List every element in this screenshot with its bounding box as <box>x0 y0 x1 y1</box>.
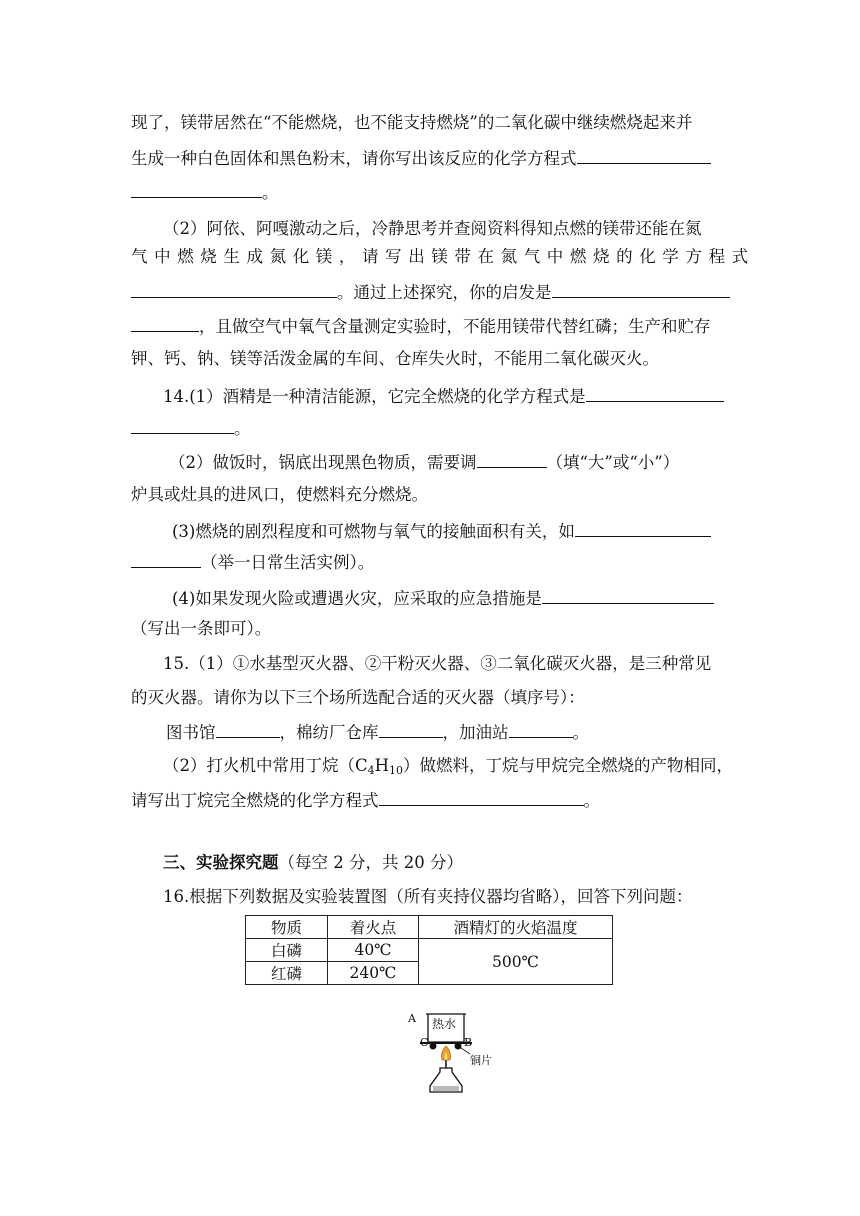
q14-line-6: （举一日常生活实例）。 <box>131 550 374 574</box>
table-header: 酒精灯的火焰温度 <box>419 916 613 939</box>
q15-line-5: 请写出丁烷完全燃烧的化学方程式 。 <box>131 788 600 812</box>
answer-blank[interactable] <box>216 720 280 738</box>
copper-label: 铜片 <box>470 1054 492 1067</box>
answer-blank[interactable] <box>131 280 337 298</box>
table-cell: 红磷 <box>246 962 328 985</box>
q13-line-2: 生成一种白色固体和黑色粉末，请你写出该反应的化学方程式 <box>131 146 711 170</box>
q14-line-8: （写出一条即可）。 <box>131 619 272 638</box>
answer-blank[interactable] <box>131 180 262 198</box>
q14-line-7: (4)如果发现火险或遭遇火灾，应采取的应急措施是 <box>172 586 714 610</box>
section-3-heading: 三、实验探究题（每空 2 分，共 20 分） <box>163 853 463 872</box>
answer-blank[interactable] <box>131 550 201 568</box>
label-b: B <box>464 1036 473 1049</box>
label-a: A <box>408 1012 416 1025</box>
q15-line-2: 的灭火器。请你为以下三个场所选配合适的灭火器（填序号）： <box>131 688 585 707</box>
answer-blank[interactable] <box>542 586 714 604</box>
white-phosphorus <box>430 1043 437 1050</box>
q15-line-4: （2）打火机中常用丁烷$(C_4H_{10})$做燃料，丁烷与甲烷完全燃烧的产物相同， <box>163 756 734 777</box>
q14-line-2: 。 <box>131 416 251 440</box>
q13-part2-line-4: ，且做空气中氧气含量测定实验时，不能用镁带代替红磷；生产和贮存 <box>131 314 711 338</box>
answer-blank[interactable] <box>586 384 724 402</box>
q15-line-3: 图书馆 ，棉纺厂仓库 ，加油站 。 <box>166 720 589 744</box>
hot-water-label: 热水 <box>432 1017 457 1031</box>
q13-part2-line-3: 。通过上述探究，你的启发是 <box>131 280 730 304</box>
q16-line-1: 16.根据下列数据及实验装置图（所有夹持仪器均省略），回答下列问题： <box>163 887 693 906</box>
table-header-row <box>246 916 613 939</box>
table-cell: 500℃ <box>419 939 613 985</box>
q13-line-1: 现了，镁带居然在“不能燃烧，也不能支持燃烧”的二氧化碳中继续燃烧起来并 <box>131 113 693 132</box>
answer-blank[interactable] <box>379 788 584 806</box>
answer-blank[interactable] <box>575 519 711 537</box>
answer-blank[interactable] <box>131 416 234 434</box>
table-row <box>246 939 613 962</box>
answer-blank[interactable] <box>509 720 573 738</box>
lamp-fuel <box>433 1086 459 1091</box>
table-header: 物质 <box>246 916 328 939</box>
data-table <box>245 915 613 985</box>
table-header: 着火点 <box>328 916 419 939</box>
q14-line-4: 炉具或灶具的进风口，使燃料充分燃烧。 <box>131 485 428 504</box>
table-cell: 240℃ <box>328 962 419 985</box>
table-cell: 白磷 <box>246 939 328 962</box>
table-cell: 40℃ <box>328 939 419 962</box>
q13-part2-line-2: 气中燃烧生成氮化镁，请写出镁带在氮气中燃烧的化学方程式 <box>131 247 755 266</box>
q14-line-3: （2）做饭时，锅底出现黑色物质，需要调 （填“大”或“小”） <box>169 450 679 474</box>
q14-line-5: (3)燃烧的剧烈程度和可燃物与氧气的接触面积有关，如 <box>172 519 711 543</box>
answer-blank[interactable] <box>379 720 443 738</box>
q13-line-3: 。 <box>131 180 279 204</box>
answer-blank[interactable] <box>131 314 199 332</box>
label-c: C <box>420 1036 429 1049</box>
answer-blank[interactable] <box>477 450 547 468</box>
answer-blank[interactable] <box>552 280 730 298</box>
q14-line-1: 14.(1）酒精是一种清洁能源，它完全燃烧的化学方程式是 <box>163 384 724 408</box>
answer-blank[interactable] <box>577 146 711 164</box>
q13-part2-line-5: 钾、钙、钠、镁等活泼金属的车间、仓库失火时，不能用二氧化碳灭火。 <box>131 349 659 368</box>
q13-part2-line-1: （2）阿依、阿嘎激动之后，冷静思考并查阅资料得知点燃的镁带还能在氮 <box>163 219 702 238</box>
apparatus-figure <box>404 1008 494 1096</box>
q15-line-1: 15.（1）①水基型灭火器、②干粉灭火器、③二氧化碳灭火器，是三种常见 <box>163 654 712 673</box>
